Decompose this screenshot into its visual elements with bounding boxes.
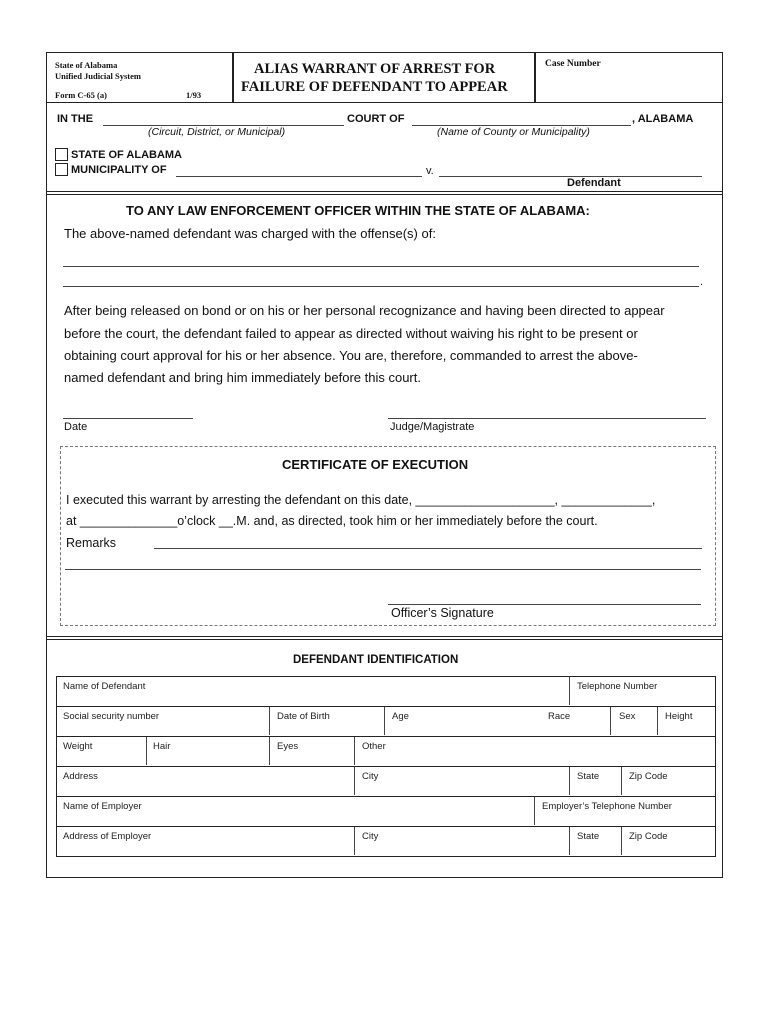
remarks-field-1[interactable] [154, 548, 702, 549]
warrant-heading: TO ANY LAW ENFORCEMENT OFFICER WITHIN THE STATE OF ALABAMA: [126, 203, 590, 218]
employer-city-label: City [362, 831, 379, 842]
circuit-hint: (Circuit, District, or Municipal) [148, 126, 286, 138]
employer-city-field[interactable] [355, 827, 570, 855]
defendant-label: Defendant [567, 177, 621, 189]
section-divider [46, 191, 723, 195]
height-label: Height [665, 711, 693, 722]
certificate-line-1: I executed this warrant by arresting the defendant on this date, ____________________, _____________, [66, 493, 656, 507]
case-number-label: Case Number [545, 59, 601, 69]
form-number: Form C-65 (a) [55, 90, 107, 100]
offense-period: . [700, 276, 704, 288]
body-line-2: before the court, the defendant failed to appear as directed without waiving his right to be present or [64, 326, 638, 341]
employer-zip-label: Zip Code [629, 831, 668, 842]
identification-divider [46, 636, 723, 640]
zip-label: Zip Code [629, 771, 668, 782]
municipality-checkbox[interactable] [55, 163, 68, 176]
sex-label: Sex [619, 711, 636, 722]
body-line-3: obtaining court approval for his or her absence. You are, therefore, commanded to arrest the above- [64, 348, 638, 363]
employer-address-label: Address of Employer [63, 831, 152, 842]
employer-phone-label: Employer’s Telephone Number [542, 801, 672, 812]
state-of-alabama-checkbox[interactable] [55, 148, 68, 161]
age-label: Age [392, 711, 409, 722]
certificate-heading: CERTIFICATE OF EXECUTION [282, 457, 469, 472]
remarks-label: Remarks [66, 536, 117, 550]
date-label: Date [64, 421, 88, 433]
name-of-defendant-label: Name of Defendant [63, 681, 146, 692]
alabama-label: , ALABAMA [632, 113, 694, 125]
state-label: State of Alabama [55, 60, 118, 70]
date-field[interactable] [63, 418, 193, 419]
court-of-label: COURT OF [347, 113, 405, 125]
versus-label: v. [426, 165, 434, 177]
employer-state-label: State [577, 831, 600, 842]
id-row-address [56, 766, 716, 797]
offense-line-2[interactable] [63, 286, 699, 287]
offense-line-1[interactable] [63, 266, 699, 267]
dob-label: Date of Birth [277, 711, 330, 722]
id-row-employer-address [56, 826, 716, 857]
judge-label: Judge/Magistrate [390, 421, 475, 433]
address-label: Address [63, 771, 98, 782]
city-field[interactable] [355, 767, 570, 795]
telephone-label: Telephone Number [577, 681, 658, 692]
municipality-label: MUNICIPALITY OF [71, 164, 167, 176]
other-label: Other [362, 741, 386, 752]
case-number-field[interactable] [538, 70, 718, 100]
weight-label: Weight [63, 741, 93, 752]
body-line-1: After being released on bond or on his or her personal recognizance and having been directed to appear [64, 303, 665, 318]
state-label: State [577, 771, 600, 782]
title-line-2: FAILURE OF DEFENDANT TO APPEAR [241, 79, 508, 95]
address-field[interactable] [57, 767, 355, 795]
ssn-label: Social security number [63, 711, 160, 722]
title-line-1: ALIAS WARRANT OF ARREST FOR [254, 61, 496, 77]
state-of-alabama-label: STATE OF ALABAMA [71, 149, 183, 161]
certificate-line-2: at ______________o’clock __.M. and, as directed, took him or her immediately before the court. [66, 514, 598, 528]
charged-text: The above-named defendant was charged with the offense(s) of: [64, 226, 436, 241]
county-hint: (Name of County or Municipality) [437, 126, 590, 138]
form-revision: 1/93 [186, 90, 202, 100]
remarks-field-2[interactable] [65, 569, 701, 570]
certificate-box [60, 446, 716, 626]
employer-label: Name of Employer [63, 801, 142, 812]
officer-signature-field[interactable] [388, 604, 701, 605]
system-label: Unified Judicial System [55, 71, 141, 81]
city-label: City [362, 771, 379, 782]
body-line-4: named defendant and bring him immediately before this court. [64, 370, 421, 385]
in-the-label: IN THE [57, 113, 94, 125]
identification-heading: DEFENDANT IDENTIFICATION [293, 654, 459, 666]
other-field[interactable] [355, 737, 714, 765]
municipality-field[interactable] [176, 176, 422, 177]
eyes-label: Eyes [277, 741, 299, 752]
judge-signature-field[interactable] [388, 418, 706, 419]
officer-signature-label: Officer’s Signature [391, 606, 494, 620]
hair-label: Hair [153, 741, 171, 752]
race-label: Race [548, 711, 571, 722]
